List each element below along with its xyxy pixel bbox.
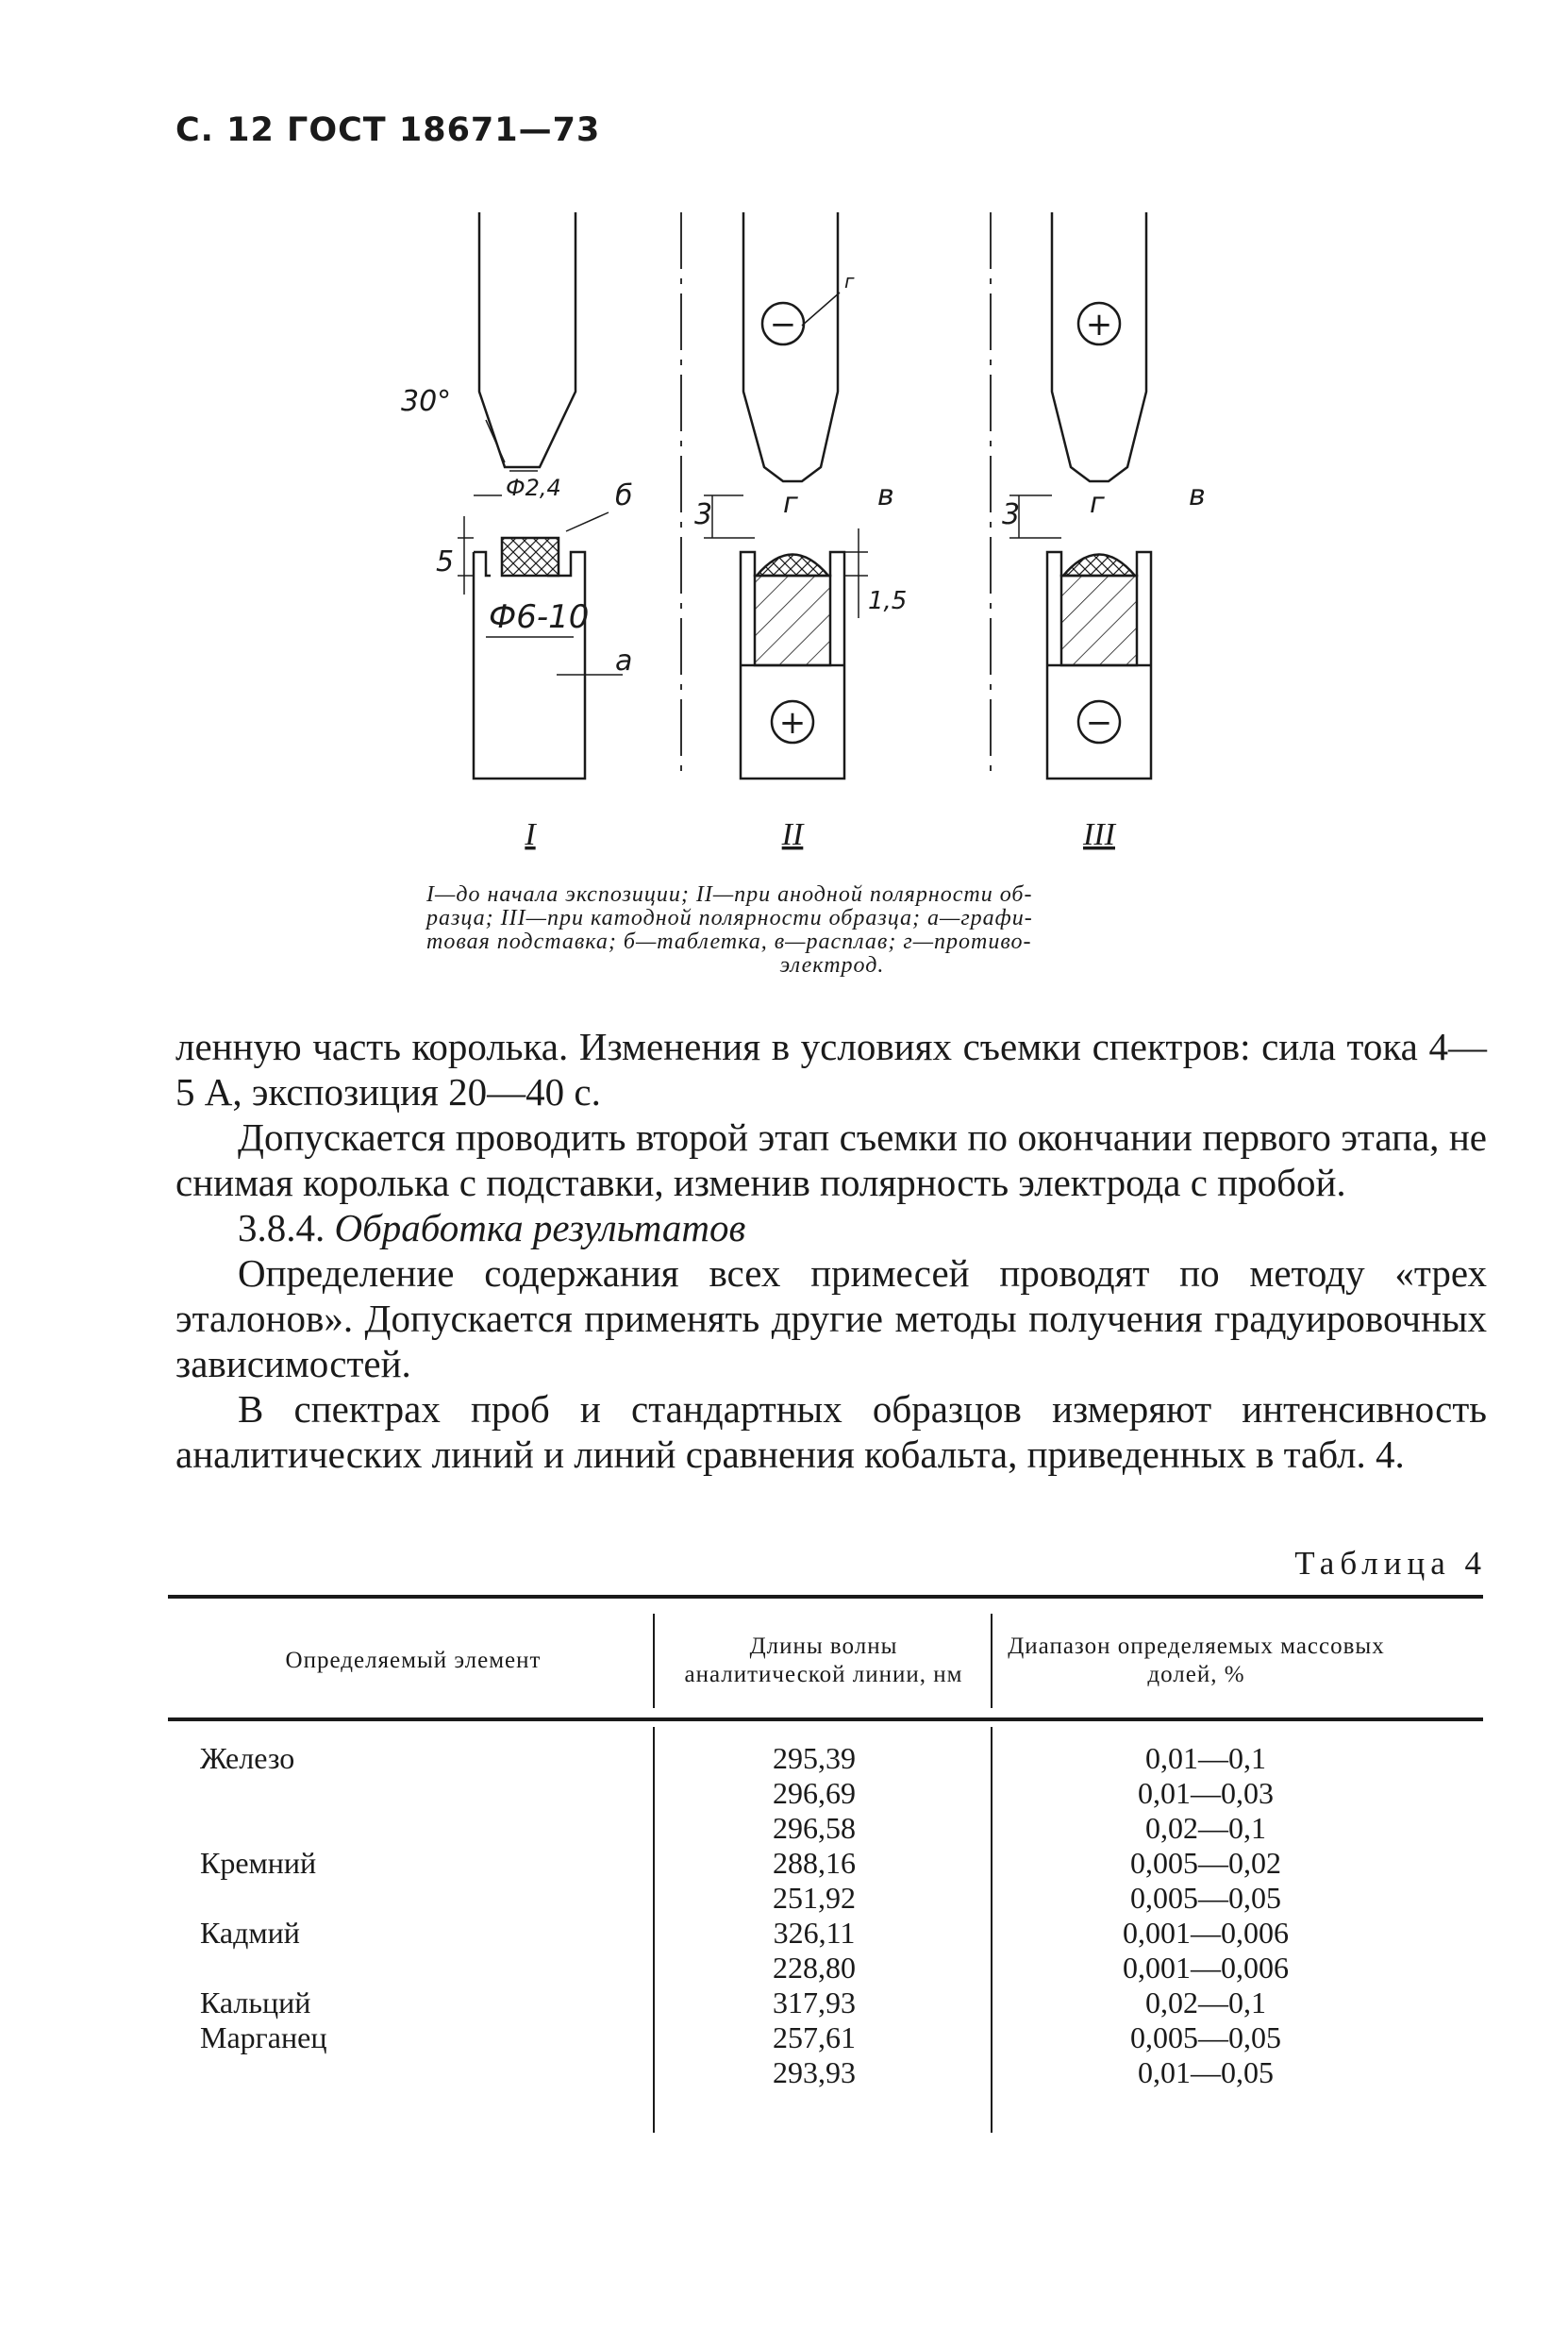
caption-line: разца; III—при катодной полярности образца; а—графи- (426, 906, 1033, 930)
header-divider (991, 1614, 993, 1708)
plus-bottom-icon: + (778, 704, 807, 742)
cell-wavelength: 288,16 (773, 1846, 856, 1880)
paragraph: Допускается проводить второй этап съемки по окончании первого этапа, не снимая королька с подставки, изменив полярность электрода с пробой. (175, 1115, 1487, 1204)
column-element (200, 1741, 559, 2090)
roman-label-2: II (781, 817, 804, 852)
page-header: С. 12 ГОСТ 18671—73 (175, 111, 601, 149)
cell-range: 0,005—0,05 (1130, 1881, 1281, 1915)
cell-range: 0,02—0,1 (1145, 1986, 1266, 2019)
column-divider (991, 1727, 993, 2133)
data-table (168, 1595, 1483, 2133)
dim-phi-small: Ф2,4 (506, 475, 561, 501)
dim-5: 5 (436, 545, 455, 578)
cell-range: 0,005—0,02 (1130, 1846, 1281, 1880)
section-number: 3.8.4. (238, 1206, 325, 1249)
paragraph: Определение содержания всех примесей проводят по методу «трех эталонов». Допускается применять другие методы получения градуировочных зависимостей. (175, 1251, 1487, 1385)
cell-range: 0,02—0,1 (1145, 1811, 1266, 1845)
section-heading (175, 1205, 1487, 1250)
plus-top-icon: + (1085, 306, 1113, 343)
cell-wavelength: 317,93 (773, 1986, 856, 2019)
cell-wavelength: 251,92 (773, 1881, 856, 1915)
cell-element: Кадмий (200, 1916, 300, 1950)
column-divider (653, 1727, 655, 2133)
cell-wavelength: 257,61 (773, 2020, 856, 2054)
label-g2: г (783, 487, 798, 520)
cell-wavelength: 295,39 (773, 1741, 856, 1775)
label-g3: г (1090, 487, 1105, 520)
paragraph: ленную часть королька. Изменения в условиях съемки спектров: сила тока 4—5 А, экспозиция 20—40 с. (175, 1025, 1487, 1114)
paragraph: В спектрах проб и стандартных образцов измеряют интенсивность аналитических линий и линий сравнения кобальта, приведенных в табл. 4. (175, 1387, 1487, 1476)
panel-1-drawing (377, 212, 623, 779)
cell-wavelength: 228,80 (773, 1951, 856, 1985)
table-rule-top (168, 1595, 1483, 1599)
dim-1-5: 1,5 (868, 587, 908, 615)
cell-element (200, 1881, 559, 1916)
cell-range: 0,01—0,03 (1138, 1776, 1274, 1810)
header-range: Диапазон определяемых массовых долей, % (1008, 1634, 1385, 1687)
dim-phi-large: Ф6-10 (489, 598, 590, 636)
roman-label-3: III (1083, 817, 1115, 852)
cell-wavelength: 296,58 (773, 1811, 856, 1845)
label-b2: в (877, 479, 894, 512)
cell-range: 0,001—0,006 (1123, 1951, 1289, 1985)
cell-element (200, 1811, 559, 1846)
cell-range: 0,001—0,006 (1123, 1916, 1289, 1950)
cell-range: 0,005—0,05 (1130, 2020, 1281, 2054)
cell-element: Железо (200, 1741, 295, 1775)
column-range (1026, 1741, 1385, 2090)
label-b1: б (615, 479, 633, 512)
cell-element (200, 1951, 559, 1986)
minus-bottom-icon: − (1085, 704, 1113, 742)
figure-caption (426, 883, 1238, 978)
cell-element: Марганец (200, 2020, 327, 2054)
table-rule-header (168, 1717, 1483, 1721)
table-caption: Таблица 4 (1294, 1545, 1487, 1582)
minus-top-icon: − (769, 306, 797, 343)
section-title: Обработка результатов (334, 1206, 746, 1249)
cell-wavelength: 296,69 (773, 1776, 856, 1810)
body-text (175, 1024, 1487, 1477)
caption-line: электрод. (779, 953, 885, 978)
label-b3: в (1189, 479, 1206, 512)
cell-element: Кальций (200, 1986, 311, 2019)
cell-element: Кремний (200, 1846, 317, 1880)
cell-element (200, 1776, 559, 1811)
panel-3-drawing (1009, 212, 1151, 779)
cell-range: 0,01—0,1 (1145, 1741, 1266, 1775)
dim-3-left: 3 (694, 498, 713, 531)
header-element: Определяемый элемент (285, 1648, 542, 1673)
cell-element (200, 2055, 559, 2090)
header-divider (653, 1614, 655, 1708)
cell-wavelength: 293,93 (773, 2055, 856, 2089)
column-wavelength (659, 1741, 970, 2090)
dim-3-right: 3 (1002, 498, 1021, 531)
roman-label-1: I (525, 817, 536, 852)
electrode-figure (377, 212, 1208, 863)
label-a: а (615, 645, 633, 678)
caption-line: товая подставка; б—таблетка, в—расплав; г—противо- (426, 930, 1032, 954)
header-wavelength: Длины волны аналитической линии, нм (684, 1634, 963, 1687)
cell-range: 0,01—0,05 (1138, 2055, 1274, 2089)
caption-line: I—до начала экспозиции; II—при анодной полярности об- (426, 882, 1033, 907)
angle-label: 30° (401, 385, 452, 418)
label-g-top: г (844, 270, 855, 293)
cell-wavelength: 326,11 (773, 1916, 856, 1950)
